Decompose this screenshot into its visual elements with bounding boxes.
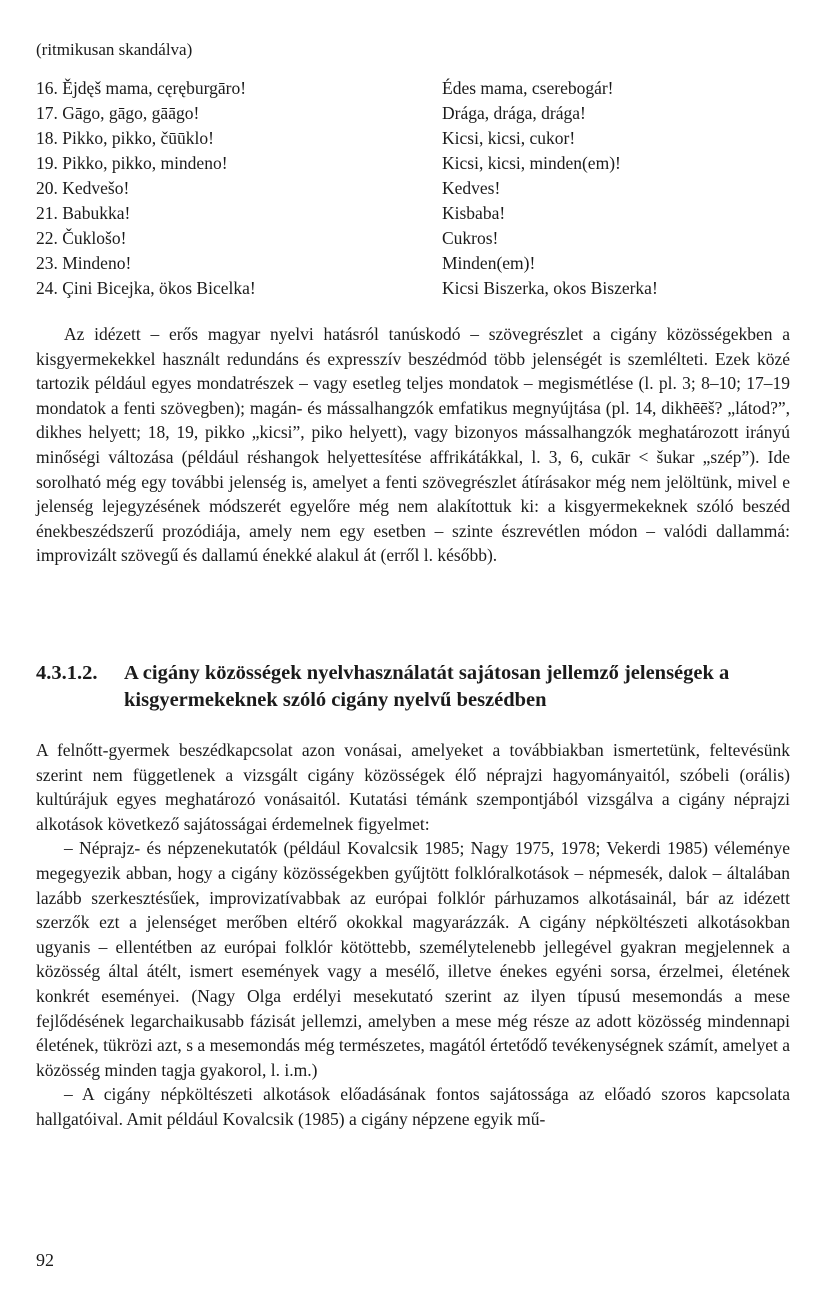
hungarian-translation: Kedves! — [442, 178, 501, 198]
hungarian-translation: Édes mama, cserebogár! — [442, 78, 614, 98]
paragraph-text: – A cigány népköltészeti alkotások előadásának fontos sajátossága az előadó szoros kapcsolata hallgatóival. Amit például Kovalcsik (1985) a cigány népzene egyik mű- — [36, 1084, 790, 1129]
hungarian-translation: Kicsi, kicsi, cukor! — [442, 128, 576, 148]
hungarian-translation: Minden(em)! — [442, 253, 536, 273]
transcript-line — [36, 201, 756, 226]
paragraph-body — [36, 738, 790, 1132]
section-title: A cigány közösségek nyelvhasználatát sajátosan jellemző jelenségek a kisgyermekeknek szóló cigány nyelvű beszédben — [124, 662, 730, 711]
transcript-line — [36, 276, 756, 301]
hungarian-translation: Kicsi Biszerka, okos Biszerka! — [442, 278, 658, 298]
paragraph-text: A felnőtt-gyermek beszédkapcsolat azon vonásai, amelyeket a továbbiakban ismertetünk, feltevésünk szerint nem függetlenek a vizsgált cigány közösségek élő néprajzi hagyományaitól, szóbeli (orális) kultúrájuk egyes meghatározó vonásaitól. Kutatási témánk szempontjából vizsgálva a cigány néprajzi alkotások következő sajátosságai érdemelnek figyelmet: — [36, 740, 790, 834]
transcript-line — [36, 101, 756, 126]
romani-line: 24. Çini Bicejka, ökos Bicelka! — [36, 278, 256, 298]
romani-line: 21. Babukka! — [36, 203, 131, 223]
romani-line: 16. Ějdęš mama, cęręburgāro! — [36, 78, 247, 98]
romani-line: 23. Mindeno! — [36, 253, 132, 273]
romani-line: 22. Čuklošo! — [36, 228, 127, 248]
transcript-line — [36, 251, 756, 276]
romani-line: 20. Kedvešo! — [36, 178, 130, 198]
transcript-line — [36, 151, 756, 176]
paragraph-text: Az idézett – erős magyar nyelvi hatásról tanúskodó – szövegrészlet a cigány közösségekben a kisgyermekekkel használt redundáns és expresszív beszédmód több jelenségét is szemlélteti. Ezek közé tartozik például egyes mondatrészek – vagy esetleg teljes mondatok – megismétlése (l. pl. 3; 8–10; 17–19 mondatok a fenti szövegben); magán- és mássalhangzók emfatikus megnyújtása (pl. 14, dikhēēš? „látod?”, dikhes helyett; 18, 19, pikko „kicsi”, piko helyett), vagy bizonyos mássalhangzók meghatározott irányú minőségi változása (például réshangok helyettesítése affrikátákkal, l. 3, 6, cukār < šukar „szép”). Ide sorolható még egy további jelenség is, amelyet a fenti szövegrészlet átírásakor még nem jelöltünk, mivel e jelenség lejegyzésének módszerét egyelőre még nem alakítottuk ki: a kisgyermekeknek szóló beszéd énekbeszédszerű prozódiája, amely nem egy esetben – szinte észrevétlen módon – valódi dallammá: improvizált szövegű és dallamú énekké alakul át (erről l. később). — [36, 324, 790, 566]
romani-line: 19. Pikko, pikko, mindeno! — [36, 153, 228, 173]
hungarian-translation: Drága, drága, drága! — [442, 103, 586, 123]
transcript-line — [36, 76, 756, 101]
hungarian-translation: Kisbaba! — [442, 203, 506, 223]
hungarian-translation: Kicsi, kicsi, minden(em)! — [442, 153, 621, 173]
paragraph-text: – Néprajz- és népzenekutatók (például Kovalcsik 1985; Nagy 1975, 1978; Vekerdi 1985) véleménye megegyezik abban, hogy a cigány közösségekben gyűjtött folklóralkotások – népmesék, dalok – általában lazább szerkesztésűek, improvizatívabbak az európai folklór párhuzamos alkotásainál, bár az idézett szerzők ezt a jelenséget merőben eltérő okokkal magyarázzák. A cigány népköltészeti alkotásokban ugyanis – ellentétben az európai folklór kötöttebb, személytelenebb jellegével gyakran megjelennek a közösség által átélt, ismert események vagy a mesélő, illetve énekes egyéni sorsa, érzelmei, életének konkrét eseményei. (Nagy Olga erdélyi mesekutató szerint az ilyen típusú mesemondás a mese fejlődésének legarchaikusabb fázisát jellemzi, amelyben a mese még része az adott közösség mindennapi életének, tükrözi azt, s a mesemondás még természetes, magától értetődő tevékenységnek számít, amelyet a közösség minden tagja gyakorol, l. i.m.) — [36, 838, 790, 1080]
transcript-line — [36, 226, 756, 251]
section-number: 4.3.1.2. — [36, 662, 98, 684]
page-number: 92 — [36, 1250, 54, 1270]
paragraph-body — [36, 322, 790, 568]
romani-line: 17. Gāgo, gāgo, gāāgo! — [36, 103, 200, 123]
romani-line: 18. Pikko, pikko, čūūklo! — [36, 128, 214, 148]
transcript-line — [36, 176, 756, 201]
transcript-line — [36, 126, 756, 151]
hungarian-translation: Cukros! — [442, 228, 499, 248]
performance-note: (ritmikusan skandálva) — [36, 40, 193, 59]
